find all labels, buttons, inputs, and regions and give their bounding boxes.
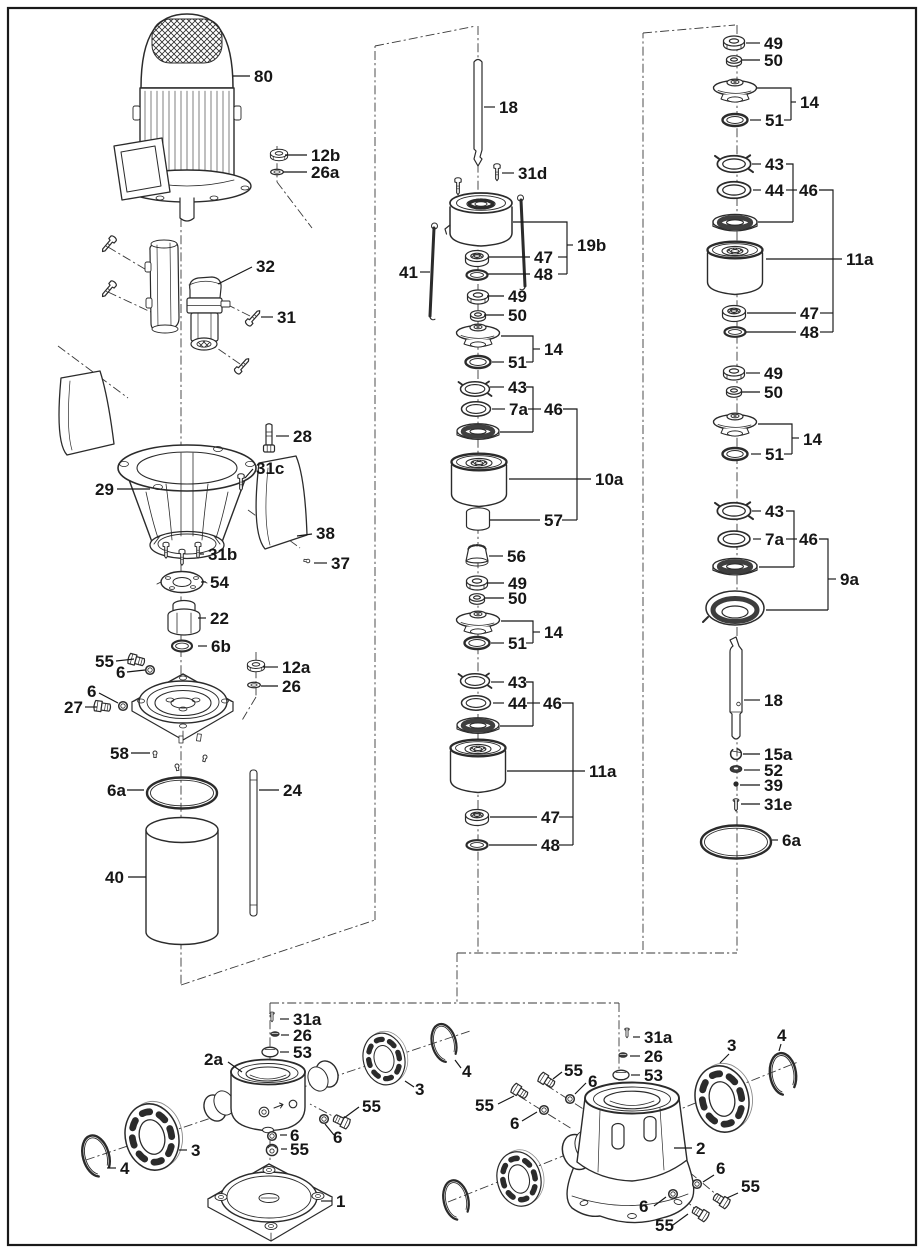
callout-label-48: 48 xyxy=(541,836,560,855)
callout-label-11a: 11a xyxy=(846,250,874,269)
callout-label-27: 27 xyxy=(64,698,83,717)
seal-ring-51-icon xyxy=(466,356,491,368)
callout-label-19b: 19b xyxy=(577,236,607,255)
seal-ring-46-icon xyxy=(713,558,757,574)
callout-label-31e: 31e xyxy=(764,795,793,814)
callout-label-26: 26 xyxy=(282,677,301,696)
callout-label-7a: 7a xyxy=(509,400,528,419)
bearing-housing-19b-icon xyxy=(445,193,512,246)
callout-label-2a: 2a xyxy=(204,1050,223,1069)
oring-48-icon xyxy=(467,270,488,280)
pump-shaft-18-drawing xyxy=(474,60,482,167)
callout-label-49: 49 xyxy=(764,34,783,53)
ring-7a-icon xyxy=(462,402,491,416)
callout-label-31b: 31b xyxy=(208,545,238,564)
spline-shaft-18-drawing xyxy=(730,637,742,739)
callout-label-40: 40 xyxy=(105,868,124,887)
callout-label-31d: 31d xyxy=(518,164,548,183)
washer-26-icon xyxy=(271,1032,279,1037)
callout-label-31a: 31a xyxy=(293,1010,322,1029)
callout-label-4: 4 xyxy=(120,1159,130,1178)
callout-label-56: 56 xyxy=(507,547,526,566)
bearing-ring-47-icon xyxy=(466,251,489,267)
washer-50-icon xyxy=(470,594,485,605)
callout-label-14: 14 xyxy=(544,623,563,642)
washer-50-icon xyxy=(727,56,742,67)
callout-label-14: 14 xyxy=(544,340,563,359)
callout-label-52: 52 xyxy=(764,761,783,780)
callout-label-48: 48 xyxy=(534,265,553,284)
callout-label-50: 50 xyxy=(764,383,783,402)
oring-6b-icon xyxy=(172,641,192,652)
washer-52-icon xyxy=(730,766,742,773)
callout-label-7a: 7a xyxy=(765,530,784,549)
callout-label-6: 6 xyxy=(510,1114,520,1133)
callout-label-43: 43 xyxy=(765,155,784,174)
callout-label-6: 6 xyxy=(116,663,126,682)
ring-44-icon xyxy=(462,696,491,710)
seal-ring-51-icon xyxy=(723,114,748,126)
callout-label-48: 48 xyxy=(800,323,819,342)
seal-ring-51-icon xyxy=(723,448,748,460)
callout-label-55: 55 xyxy=(475,1096,494,1115)
callout-label-51: 51 xyxy=(765,445,784,464)
callout-label-38: 38 xyxy=(316,524,335,543)
callout-label-41: 41 xyxy=(399,263,418,282)
callout-label-50: 50 xyxy=(508,589,527,608)
callout-label-26: 26 xyxy=(644,1047,663,1066)
oring-6-icon xyxy=(320,1115,329,1124)
oring-6-icon xyxy=(669,1190,678,1199)
outer-sleeve-40-drawing xyxy=(146,818,218,945)
callout-label-1: 1 xyxy=(336,1192,346,1211)
callout-label-28: 28 xyxy=(293,427,312,446)
callout-label-6: 6 xyxy=(333,1128,343,1147)
callout-label-55: 55 xyxy=(362,1097,381,1116)
locknut-49-icon xyxy=(468,290,489,304)
callout-label-26a: 26a xyxy=(311,163,340,182)
callout-label-50: 50 xyxy=(764,51,783,70)
callout-label-12a: 12a xyxy=(282,658,311,677)
callout-label-22: 22 xyxy=(210,609,229,628)
callout-label-51: 51 xyxy=(508,634,527,653)
staybolt-24-drawing xyxy=(250,770,257,916)
oring-6-icon xyxy=(566,1095,575,1104)
oring-48-icon xyxy=(725,327,746,337)
callout-label-6: 6 xyxy=(639,1197,649,1216)
bearing-ring-47-icon xyxy=(723,306,746,322)
screw-58-icon xyxy=(153,751,157,758)
ring-44-icon xyxy=(717,182,750,199)
callout-label-37: 37 xyxy=(331,554,350,573)
callout-label-51: 51 xyxy=(765,111,784,130)
callout-label-10a: 10a xyxy=(595,470,624,489)
callout-label-49: 49 xyxy=(508,574,527,593)
oring-48-icon xyxy=(467,840,488,850)
callout-label-46: 46 xyxy=(544,400,563,419)
callout-label-58: 58 xyxy=(110,744,129,763)
locknut-49-icon xyxy=(724,366,745,380)
callout-label-47: 47 xyxy=(541,808,560,827)
chamber-10a-icon xyxy=(452,454,507,507)
callout-label-3: 3 xyxy=(191,1141,201,1160)
callout-label-6a: 6a xyxy=(107,781,126,800)
bearing-ring-47-icon xyxy=(466,810,489,826)
callout-label-43: 43 xyxy=(508,673,527,692)
coupling-hub-22-drawing xyxy=(168,601,200,636)
callout-label-6a: 6a xyxy=(782,831,801,850)
callout-label-6: 6 xyxy=(290,1126,300,1145)
callout-label-31c: 31c xyxy=(256,459,285,478)
callout-label-26: 26 xyxy=(293,1026,312,1045)
plug-53-icon xyxy=(613,1070,629,1080)
callout-label-55: 55 xyxy=(95,652,114,671)
callout-label-53: 53 xyxy=(644,1066,663,1085)
callout-label-55: 55 xyxy=(290,1140,309,1159)
callout-label-29: 29 xyxy=(95,480,114,499)
callout-label-55: 55 xyxy=(741,1177,760,1196)
callout-label-4: 4 xyxy=(462,1062,472,1081)
callout-label-49: 49 xyxy=(508,287,527,306)
callout-label-44: 44 xyxy=(508,694,527,713)
callout-label-11a: 11a xyxy=(589,762,617,781)
callout-label-15a: 15a xyxy=(764,745,793,764)
oring-6-icon xyxy=(540,1106,549,1115)
callout-label-53: 53 xyxy=(293,1043,312,1062)
callout-label-31: 31 xyxy=(277,308,296,327)
seal-ring-46-icon xyxy=(457,718,499,734)
callout-label-46: 46 xyxy=(799,181,818,200)
seal-ring-51-icon xyxy=(465,637,490,649)
callout-label-55: 55 xyxy=(564,1061,583,1080)
callout-label-6: 6 xyxy=(588,1072,598,1091)
pin-39-icon xyxy=(733,781,738,786)
callout-label-9a: 9a xyxy=(840,570,859,589)
neck-ring-57-drawing xyxy=(467,508,490,530)
callout-label-55: 55 xyxy=(655,1216,674,1235)
callout-label-6: 6 xyxy=(716,1159,726,1178)
callout-label-51: 51 xyxy=(508,353,527,372)
plug-53-icon xyxy=(262,1047,278,1057)
oring-6-icon xyxy=(119,702,128,711)
callout-label-14: 14 xyxy=(803,430,822,449)
callout-label-46: 46 xyxy=(543,694,562,713)
oring-6-icon xyxy=(268,1132,277,1141)
washer-26-icon xyxy=(619,1053,627,1058)
callout-label-12b: 12b xyxy=(311,146,341,165)
seal-ring-46-icon xyxy=(713,214,757,230)
callout-label-6b: 6b xyxy=(211,637,231,656)
callout-label-14: 14 xyxy=(800,93,819,112)
callout-label-43: 43 xyxy=(765,502,784,521)
washer-26-icon xyxy=(248,682,261,688)
callout-label-39: 39 xyxy=(764,776,783,795)
ring-7a-icon xyxy=(718,531,750,547)
callout-label-24: 24 xyxy=(283,781,302,800)
washer-26a-icon xyxy=(271,169,284,175)
callout-label-80: 80 xyxy=(254,67,273,86)
callout-label-18: 18 xyxy=(499,98,518,117)
nut-12a-icon xyxy=(247,660,264,671)
callout-label-6: 6 xyxy=(87,682,97,701)
chamber-11a-icon xyxy=(451,740,506,793)
callout-label-43: 43 xyxy=(508,378,527,397)
washer-50-icon xyxy=(727,387,742,398)
callout-label-31a: 31a xyxy=(644,1028,673,1047)
callout-label-47: 47 xyxy=(800,304,819,323)
callout-label-32: 32 xyxy=(256,257,275,276)
callout-label-47: 47 xyxy=(534,248,553,267)
washer-50-icon xyxy=(471,311,486,322)
callout-label-50: 50 xyxy=(508,306,527,325)
callout-label-46: 46 xyxy=(799,530,818,549)
callout-label-4: 4 xyxy=(777,1026,787,1045)
callout-label-57: 57 xyxy=(544,511,563,530)
callout-label-44: 44 xyxy=(765,181,784,200)
callout-label-54: 54 xyxy=(210,573,229,592)
callout-label-3: 3 xyxy=(727,1036,737,1055)
oring-6-icon xyxy=(146,666,155,675)
seal-ring-46-icon xyxy=(457,424,499,440)
chamber-11a-icon xyxy=(708,242,763,295)
callout-label-18: 18 xyxy=(764,691,783,710)
callout-label-3: 3 xyxy=(415,1080,425,1099)
locknut-49-icon xyxy=(467,576,488,590)
callout-label-49: 49 xyxy=(764,364,783,383)
plug-55-icon xyxy=(266,1144,277,1155)
oring-6-icon xyxy=(693,1180,702,1189)
callout-label-2: 2 xyxy=(696,1139,706,1158)
locknut-49-icon xyxy=(724,36,745,50)
